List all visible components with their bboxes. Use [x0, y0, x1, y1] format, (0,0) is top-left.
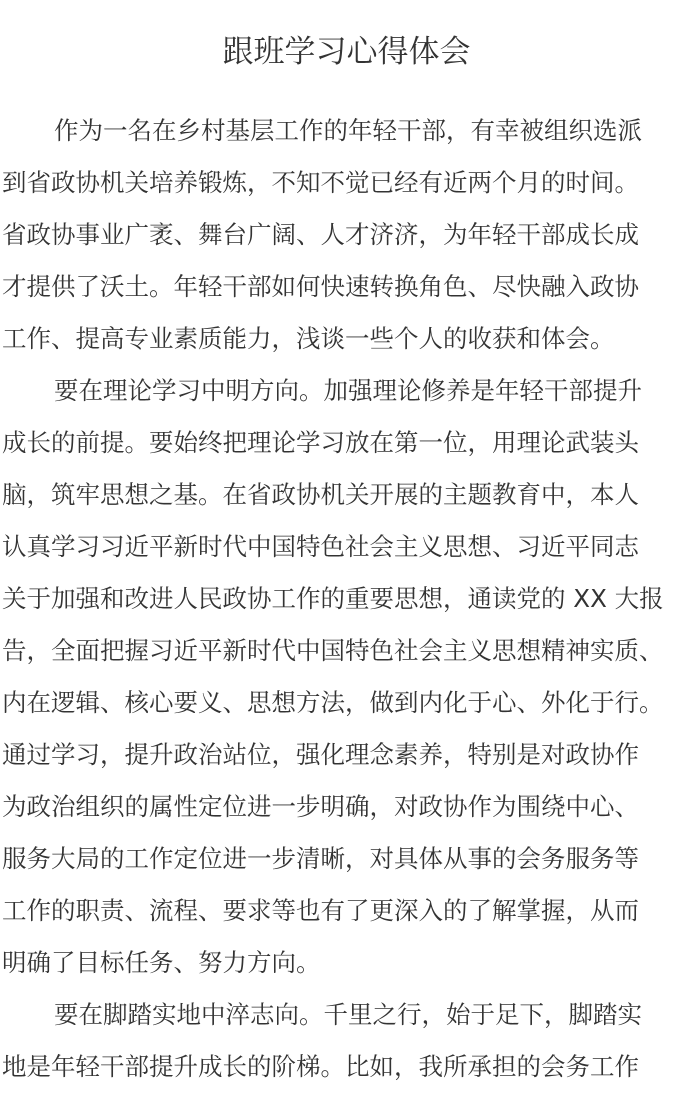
- text-line: 才提供了沃土。年轻干部如何快速转换角色、尽快融入政协: [2, 272, 639, 301]
- text-line: 通过学习，提升政治站位，强化理念素养，特别是对政协作: [2, 740, 639, 769]
- text-line: 成长的前提。要始终把理论学习放在第一位，用理论武装头: [2, 428, 639, 457]
- text-line: 告，全面把握习近平新时代中国特色社会主义思想精神实质、: [2, 636, 664, 665]
- text-line: 工作、提高专业素质能力，浅谈一些个人的收获和体会。: [2, 324, 615, 353]
- text-line: 关于加强和改进人民政协工作的重要思想，通读党的 XX 大报: [2, 584, 664, 613]
- text-line: 为政治组织的属性定位进一步明确，对政协作为围绕中心、: [2, 792, 639, 821]
- paragraph-first-line: 要在脚踏实地中淬志向。千里之行，始于足下，脚踏实: [54, 1000, 642, 1029]
- text-line: 认真学习习近平新时代中国特色社会主义思想、习近平同志: [2, 532, 639, 561]
- document-body: [2, 105, 693, 1093]
- text-line: 明确了目标任务、努力方向。: [2, 948, 321, 977]
- text-line: 地是年轻干部提升成长的阶梯。比如，我所承担的会务工作: [2, 1052, 639, 1081]
- text-line: 脑，筑牢思想之基。在省政协机关开展的主题教育中，本人: [2, 480, 639, 509]
- text-line: 工作的职责、流程、要求等也有了更深入的了解掌握，从而: [2, 896, 639, 925]
- text-line: 服务大局的工作定位进一步清晰，对具体从事的会务服务等: [2, 844, 639, 873]
- paragraph-first-line: 要在理论学习中明方向。加强理论修养是年轻干部提升: [54, 376, 642, 405]
- paragraph-first-line: 作为一名在乡村基层工作的年轻干部，有幸被组织选派: [54, 116, 642, 145]
- text-line: 到省政协机关培养锻炼，不知不觉已经有近两个月的时间。: [2, 168, 639, 197]
- text-line: 内在逻辑、核心要义、思想方法，做到内化于心、外化于行。: [2, 688, 664, 717]
- document-title: 跟班学习心得体会: [222, 34, 471, 70]
- text-line: 省政协事业广袤、舞台广阔、人才济济，为年轻干部成长成: [2, 220, 639, 249]
